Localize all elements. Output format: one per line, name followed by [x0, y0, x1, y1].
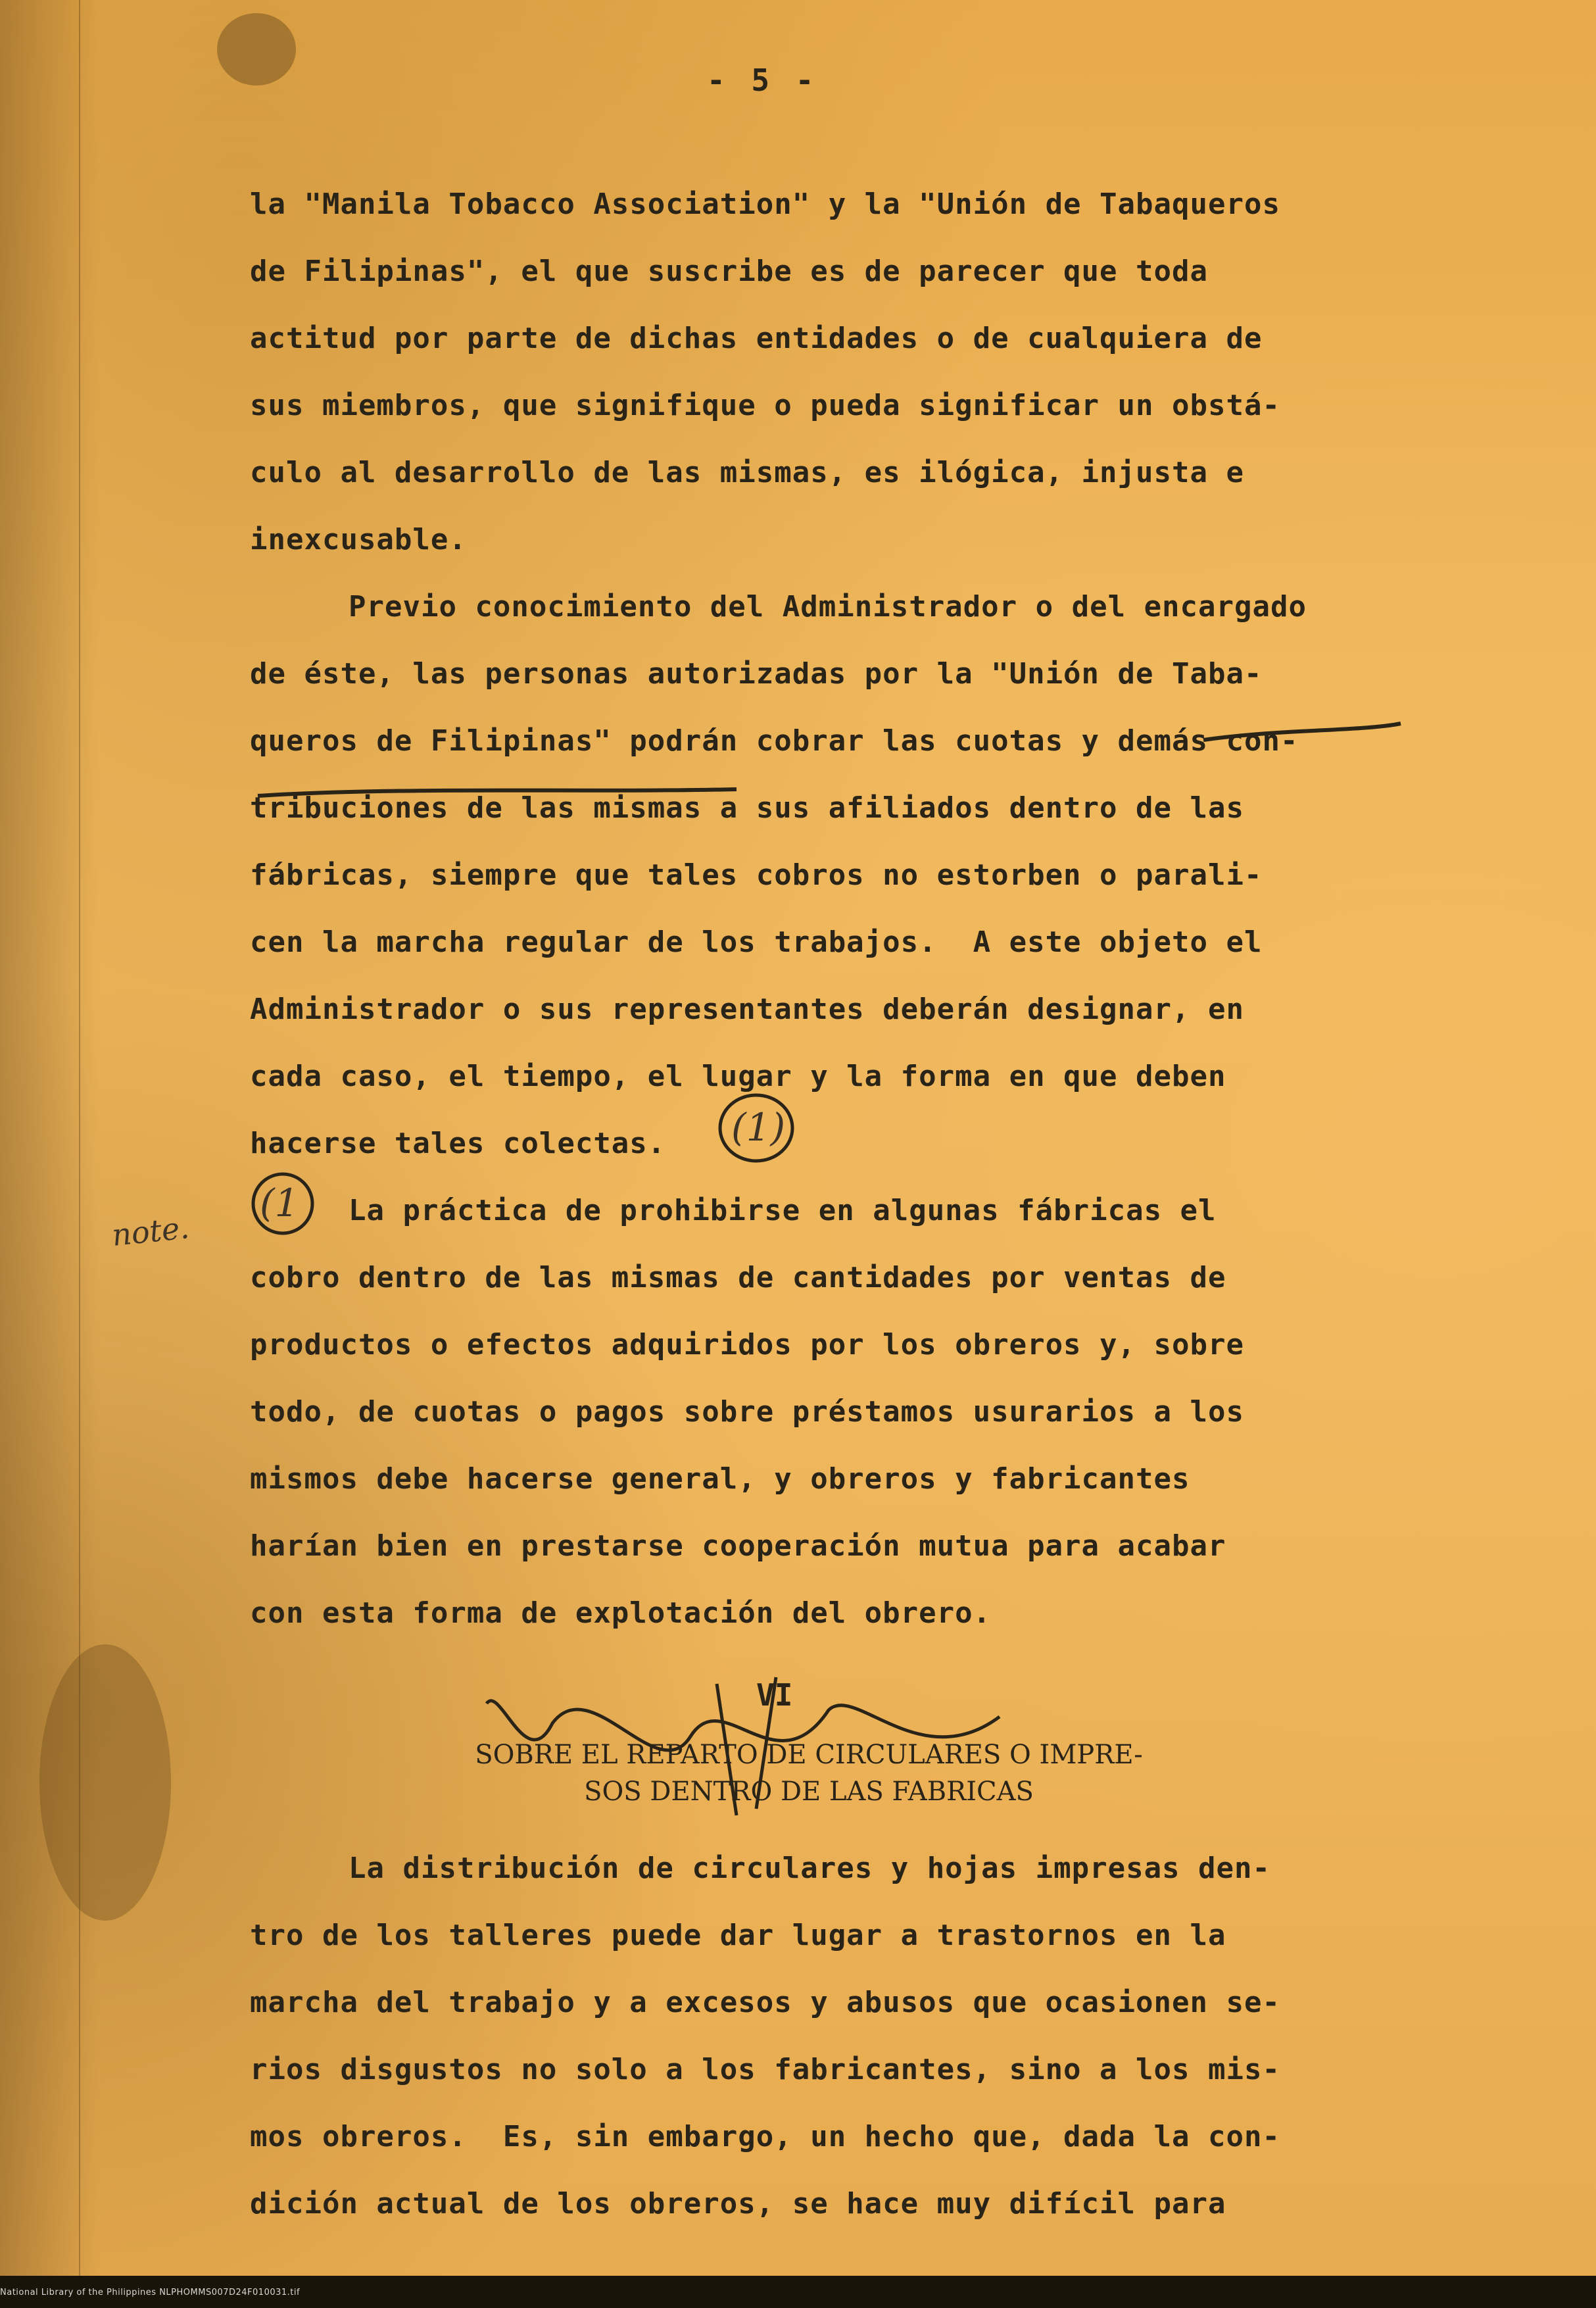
- margin-note: note.: [110, 1209, 191, 1254]
- text-line: dición actual de los obreros, se hace muy difícil para: [250, 2187, 1226, 2221]
- section-title-line: SOBRE EL REPARTO DE CIRCULARES O IMPRE-: [475, 1740, 1143, 1770]
- footnote-mark-1: (1): [731, 1105, 786, 1150]
- text-line: Administrador o sus representantes deberán designar, en: [250, 993, 1244, 1026]
- text-line: queros de Filipinas" podrán cobrar las cuotas y demás con-: [250, 724, 1299, 758]
- text-line: de éste, las personas autorizadas por la "Unión de Taba-: [250, 657, 1263, 691]
- text-line: marcha del trabajo y a excesos y abusos que ocasionen se-: [250, 1986, 1280, 2019]
- text-line: rios disgustos no solo a los fabricantes, sino a los mis-: [250, 2053, 1280, 2086]
- text-line: inexcusable.: [250, 523, 467, 556]
- text-line: mismos debe hacerse general, y obreros y fabricantes: [250, 1462, 1190, 1496]
- text-line: la "Manila Tobacco Association" y la "Unión de Tabaqueros: [250, 187, 1280, 221]
- text-line: hacerse tales colectas.: [250, 1127, 666, 1160]
- text-line: fábricas, siempre que tales cobros no estorben o parali-: [250, 858, 1263, 892]
- text-line: tribuciones de las mismas a sus afiliados dentro de las: [250, 791, 1244, 825]
- section-body-text: [250, 1835, 1434, 2238]
- text-line: mos obreros. Es, sin embargo, un hecho que, dada la con-: [250, 2120, 1280, 2153]
- text-line: cobro dentro de las mismas de cantidades por ventas de: [250, 1261, 1226, 1294]
- text-line: La distribución de circulares y hojas impresas den-: [349, 1852, 1271, 1885]
- text-line: productos o efectos adquiridos por los obreros y, sobre: [250, 1328, 1244, 1362]
- archive-credit: National Library of the Philippines NLPHOMMS007D24F010031.tif: [0, 2288, 301, 2297]
- text-line: culo al desarrollo de las mismas, es ilógica, injusta e: [250, 456, 1244, 489]
- page-number: - 5 -: [707, 62, 818, 98]
- text-line: cada caso, el tiempo, el lugar y la forma en que deben: [250, 1060, 1226, 1093]
- section-numeral: VI: [756, 1677, 793, 1713]
- text-line: La práctica de prohibirse en algunas fábricas el: [349, 1194, 1217, 1227]
- text-line: cen la marcha regular de los trabajos. A este objeto el: [250, 925, 1263, 959]
- section-title-line: SOS DENTRO DE LAS FABRICAS: [584, 1777, 1034, 1807]
- text-line: tro de los talleres puede dar lugar a trastornos en la: [250, 1919, 1226, 1952]
- text-line: actitud por parte de dichas entidades o de cualquiera de: [250, 322, 1263, 355]
- footnote-mark-2: (1: [260, 1181, 299, 1225]
- text-line: de Filipinas", el que suscribe es de parecer que toda: [250, 255, 1208, 288]
- section-heading: [381, 1736, 1236, 1810]
- text-line: con esta forma de explotación del obrero.: [250, 1596, 992, 1630]
- text-line: harían bien en prestarse cooperación mutua para acabar: [250, 1529, 1226, 1563]
- text-line: todo, de cuotas o pagos sobre préstamos usurarios a los: [250, 1395, 1244, 1429]
- text-line: sus miembros, que signifique o pueda significar un obstá-: [250, 389, 1280, 422]
- text-line: Previo conocimiento del Administrador o del encargado: [349, 590, 1307, 624]
